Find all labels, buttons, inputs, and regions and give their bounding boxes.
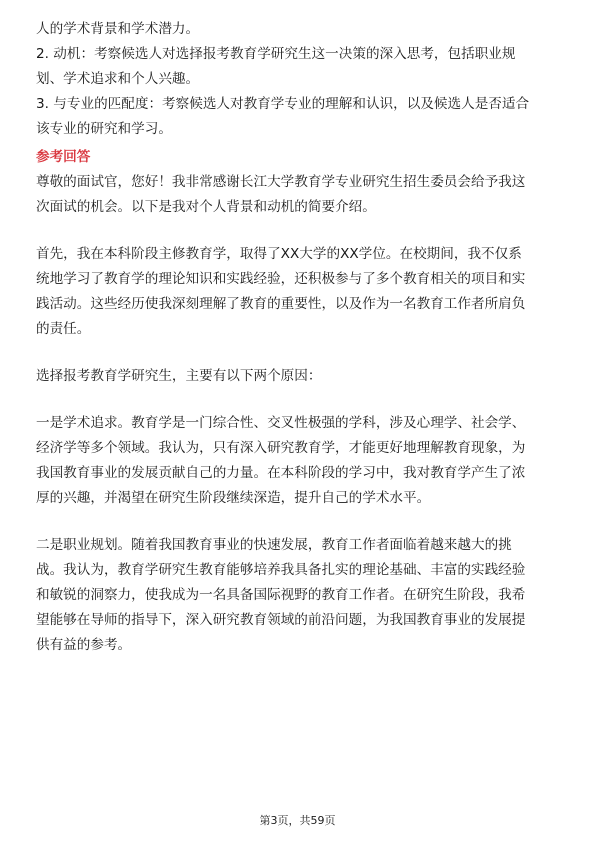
- text-line: 统地学习了教育学的理论知识和实践经验，还积极参与了多个教育相关的项目和实: [36, 271, 526, 287]
- page-footer: [0, 812, 595, 828]
- text-line: 经济学等多个领域。我认为，只有深入研究教育学，才能更好地理解教育现象，为: [36, 440, 526, 456]
- text-line: 供有益的参考。: [36, 637, 132, 653]
- paragraph-gap: [36, 342, 564, 364]
- text-line: 和敏锐的洞察力，使我成为一名具备国际视野的教育工作者。在研究生阶段，我希: [36, 587, 526, 603]
- paragraph: [36, 242, 564, 342]
- text-line: 首先，我在本科阶段主修教育学，取得了XX大学的XX学位。在校期间，我不仅系: [36, 246, 522, 262]
- paragraph: [36, 364, 564, 389]
- text-line: 该专业的研究和学习。: [36, 121, 172, 137]
- text-line: 一是学术追求。教育学是一门综合性、交叉性极强的学科，涉及心理学、社会学、: [36, 415, 526, 431]
- paragraph-gap: [36, 220, 564, 242]
- text-line: 践活动。这些经历使我深刻理解了教育的重要性，以及作为一名教育工作者所肩负: [36, 296, 526, 312]
- text-line: 2. 动机：考察候选人对选择报考教育学研究生这一决策的深入思考，包括职业规: [36, 46, 516, 62]
- text-line: 选择报考教育学研究生，主要有以下两个原因：: [36, 368, 322, 384]
- text-line: 次面试的机会。以下是我对个人背景和动机的简要介绍。: [36, 199, 376, 215]
- text-line: 3. 与专业的匹配度：考察候选人对教育学专业的理解和认识，以及候选人是否适合: [36, 96, 530, 112]
- text-line: 的责任。: [36, 321, 91, 337]
- paragraph-gap: [36, 389, 564, 411]
- text-line: 战。我认为，教育学研究生教育能够培养我具备扎实的理论基础、丰富的实践经验: [36, 562, 526, 578]
- text-line: 望能够在导师的指导下，深入研究教育领域的前沿问题，为我国教育事业的发展提: [36, 612, 526, 628]
- paragraph: [36, 533, 564, 658]
- text-line: 划、学术追求和个人兴趣。: [36, 71, 200, 87]
- paragraph: [36, 170, 564, 220]
- text-line: 我国教育事业的发展贡献自己的力量。在本科阶段的学习中，我对教育学产生了浓: [36, 465, 526, 481]
- intro-section: [36, 17, 564, 142]
- document-body: [36, 17, 564, 658]
- text-line: 二是职业规划。随着我国教育事业的快速发展，教育工作者面临着越来越大的挑: [36, 537, 512, 553]
- answer-heading: 参考回答: [36, 149, 91, 165]
- text-line: 人的学术背景和学术潜力。: [36, 21, 200, 37]
- page-number-label: 第3页，共59页: [259, 814, 336, 827]
- paragraph-gap: [36, 511, 564, 533]
- text-line: 厚的兴趣，并渴望在研究生阶段继续深造，提升自己的学术水平。: [36, 490, 431, 506]
- paragraph: [36, 411, 564, 511]
- text-line: 尊敬的面试官，您好！我非常感谢长江大学教育学专业研究生招生委员会给予我这: [36, 174, 526, 190]
